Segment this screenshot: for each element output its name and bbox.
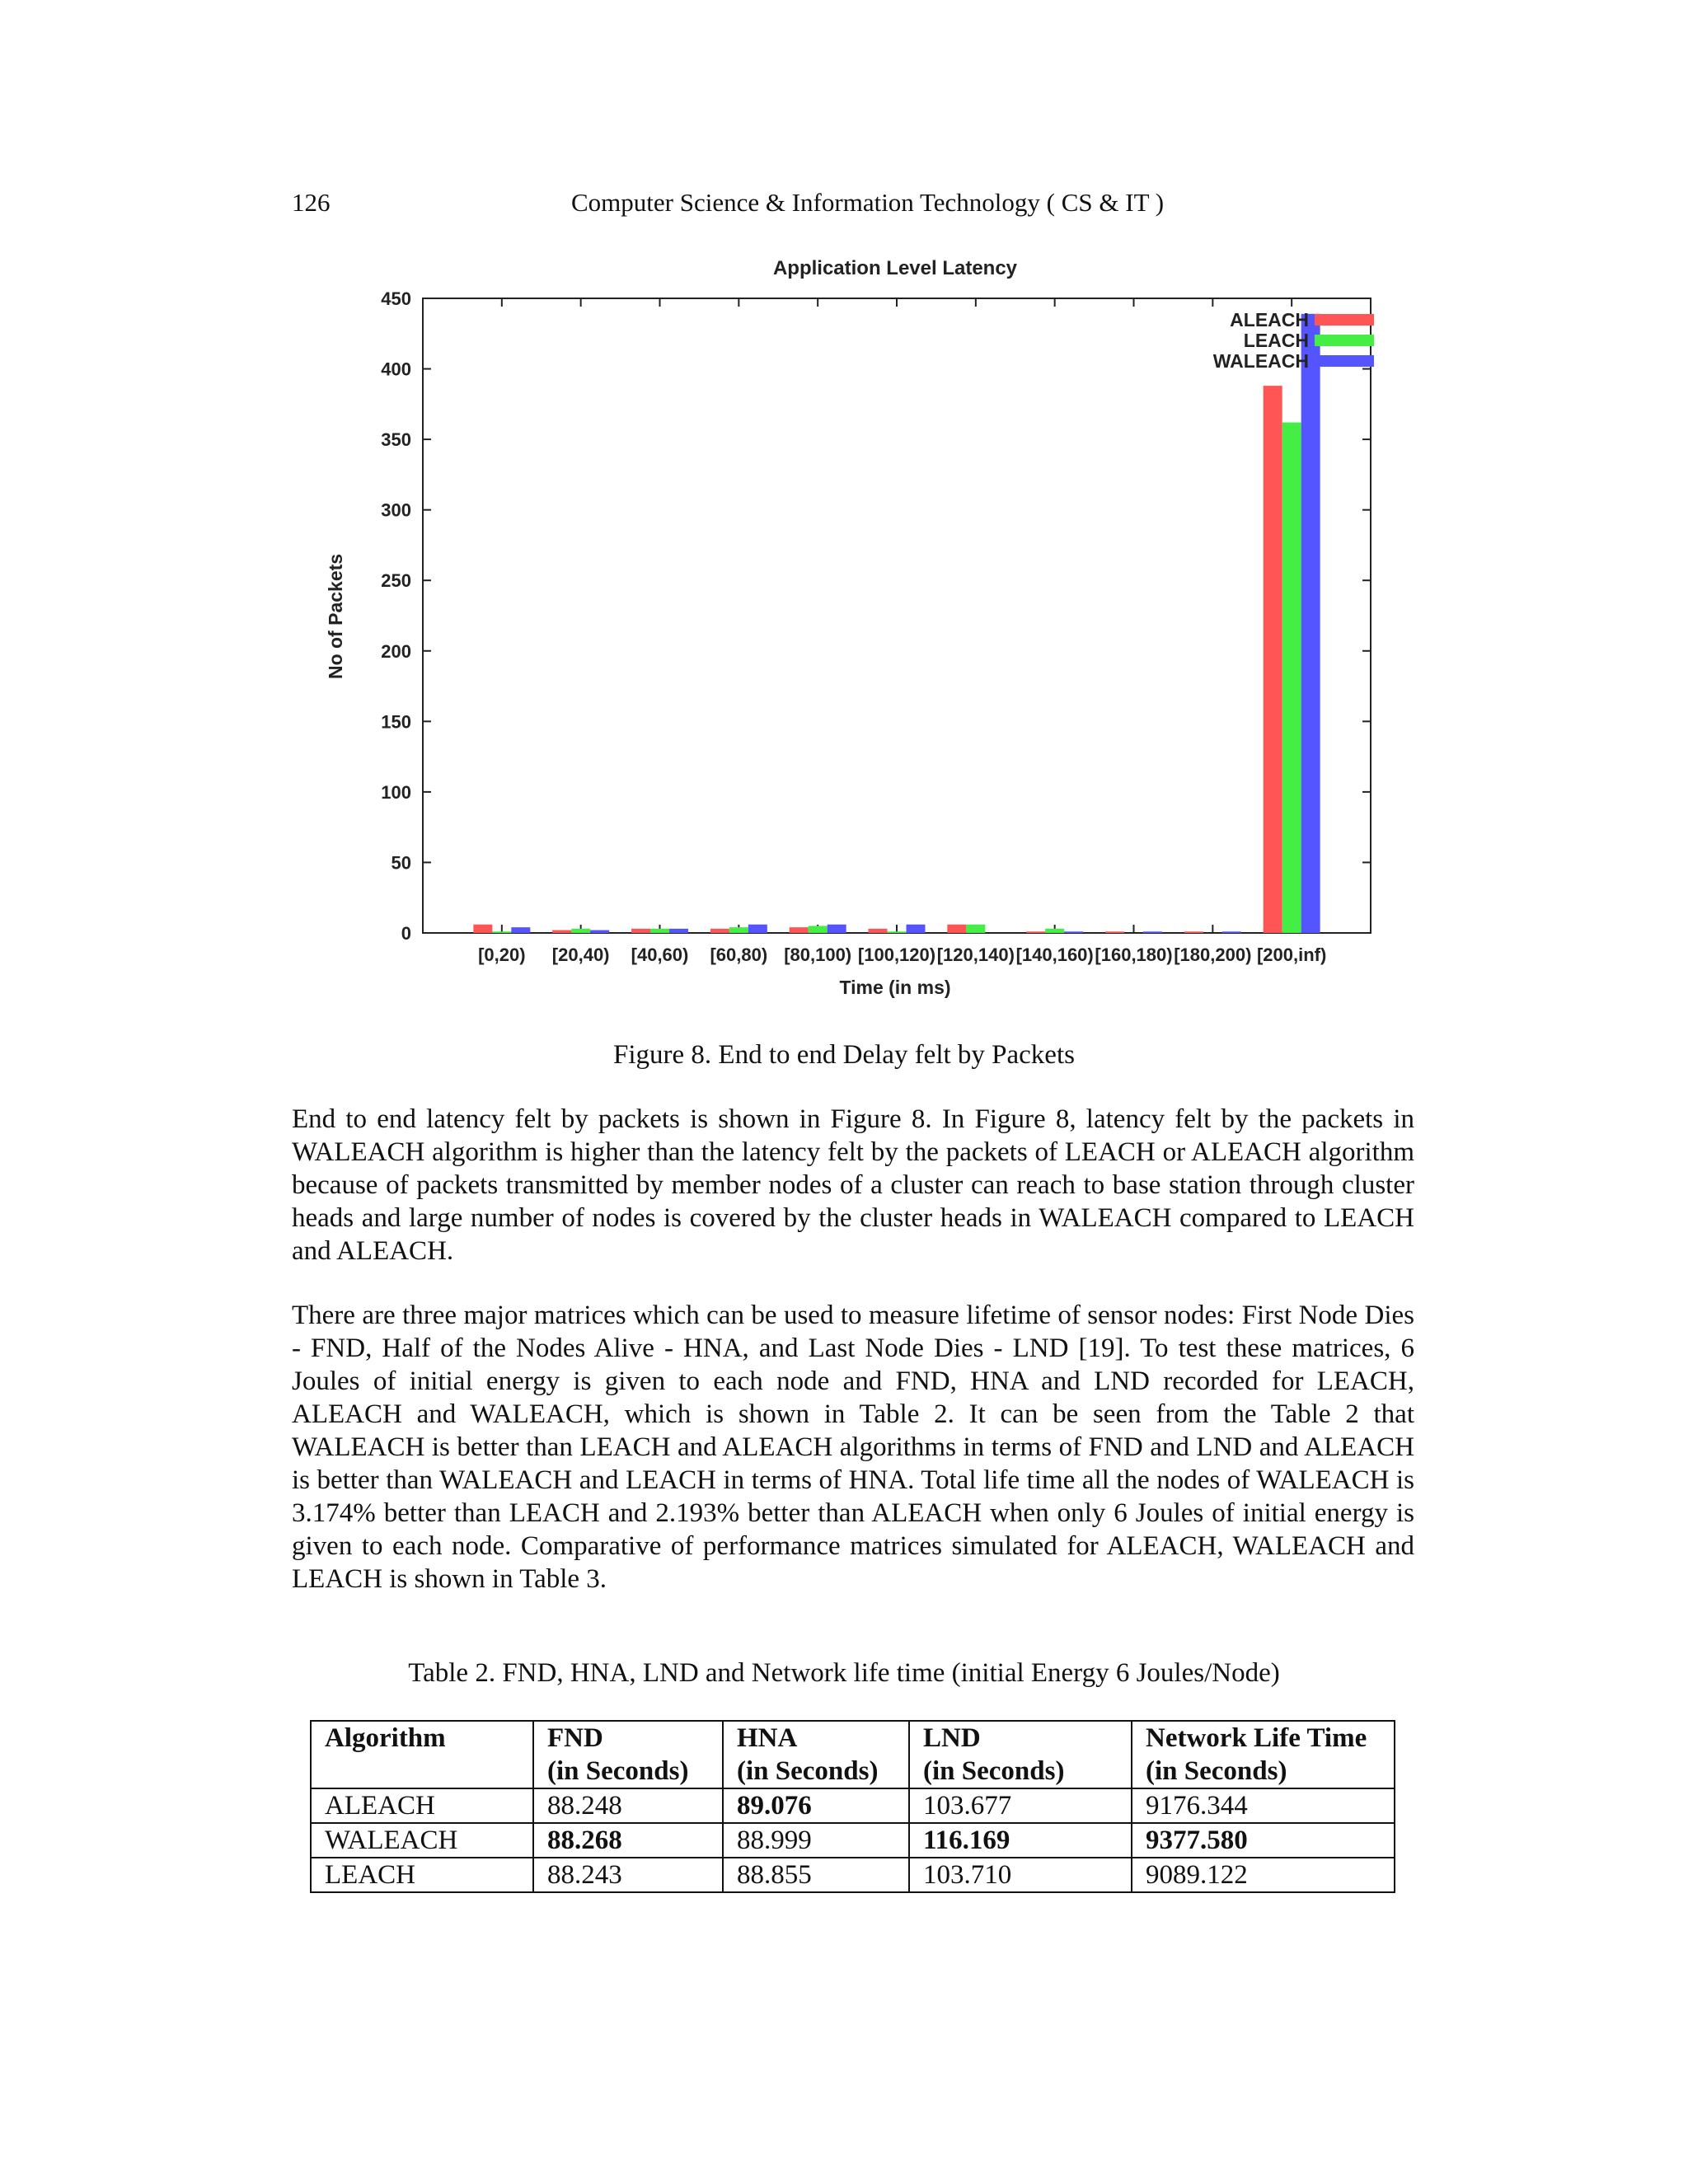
header-fnd-line1: FND bbox=[547, 1723, 603, 1753]
cell-nlt: 9377.580 bbox=[1132, 1823, 1395, 1858]
bar-waleach-2 bbox=[669, 929, 688, 933]
bar-aleach-4 bbox=[790, 927, 809, 933]
bar-aleach-1 bbox=[552, 930, 571, 933]
legend-label-leach: LEACH bbox=[1243, 330, 1309, 351]
x-tick-label: [40,60) bbox=[631, 944, 689, 965]
header-nlt-line1: Network Life Time bbox=[1146, 1723, 1367, 1753]
y-tick-label: 400 bbox=[381, 359, 411, 380]
paragraph-2: There are three major matrices which can be used to measure lifetime of sensor nodes: First Node Dies - FND, Half of the Nodes Alive - HNA, and Last Node Dies - LND [19]. To test these matrices, 6 Joules of initial energy is given to each node and FND, HNA and LND recorded for LEACH, ALEACH and WALEACH, which is shown in Table 2. It can be seen from the Table 2 that WALEACH is better than LEACH and ALEACH algorithms in terms of FND and LND and ALEACH is better than WALEACH and LEACH in terms of HNA. Total life time all the nodes of WALEACH is 3.174% better than LEACH and 2.193% better than ALEACH when only 6 Joules of initial energy is given to each node. Comparative of performance matrices simulated for ALEACH, WALEACH and LEACH is shown in Table 3. bbox=[292, 1301, 1414, 1594]
header-lnd bbox=[909, 1721, 1132, 1788]
legend-swatch-waleach bbox=[1315, 355, 1374, 367]
table-header-row bbox=[311, 1721, 1395, 1788]
bar-waleach-9 bbox=[1222, 931, 1241, 933]
y-tick-label: 50 bbox=[391, 852, 411, 874]
y-tick-label: 0 bbox=[401, 923, 411, 944]
bar-waleach-8 bbox=[1143, 931, 1162, 933]
cell-nlt: 9176.344 bbox=[1132, 1788, 1395, 1823]
paragraph-1: End to end latency felt by packets is shown in Figure 8. In Figure 8, latency felt by the packets in WALEACH algorithm is higher than the latency felt by the packets of LEACH or ALEACH algorithm because of packets transmitted by member nodes of a cluster can reach to base station through cluster heads and large number of nodes is covered by the cluster heads in WALEACH compared to LEACH and ALEACH. bbox=[292, 1104, 1414, 1266]
bar-leach-4 bbox=[809, 926, 828, 933]
cell-hna: 89.076 bbox=[723, 1788, 909, 1823]
header-nlt-line2: (in Seconds) bbox=[1146, 1756, 1287, 1786]
x-tick-label: [120,140) bbox=[936, 944, 1015, 965]
y-tick-label: 300 bbox=[381, 499, 411, 521]
bar-leach-0 bbox=[492, 931, 511, 933]
bar-aleach-3 bbox=[710, 929, 729, 933]
cell-lnd: 103.677 bbox=[909, 1788, 1132, 1823]
cell-nlt: 9089.122 bbox=[1132, 1858, 1395, 1892]
bar-waleach-4 bbox=[828, 925, 846, 933]
header-lnd-line2: (in Seconds) bbox=[923, 1756, 1065, 1786]
header-hna-line2: (in Seconds) bbox=[737, 1756, 879, 1786]
running-head: Computer Science & Information Technology ( CS & IT ) bbox=[571, 188, 1165, 217]
bar-waleach-5 bbox=[907, 925, 926, 933]
bar-waleach-3 bbox=[748, 925, 767, 933]
x-tick-label: [60,80) bbox=[710, 944, 768, 965]
header-hna bbox=[723, 1721, 909, 1788]
legend-swatch-aleach bbox=[1315, 314, 1374, 326]
y-tick-label: 200 bbox=[381, 640, 411, 662]
y-axis-label: No of Packets bbox=[325, 553, 346, 680]
x-axis-label: Time (in ms) bbox=[839, 977, 951, 998]
page-number: 126 bbox=[292, 188, 331, 217]
table-row bbox=[311, 1858, 1395, 1892]
x-tick-label: [160,180) bbox=[1095, 944, 1173, 965]
cell-hna: 88.999 bbox=[723, 1823, 909, 1858]
bar-aleach-5 bbox=[869, 929, 888, 933]
y-tick-label: 100 bbox=[381, 781, 411, 803]
cell-fnd: 88.248 bbox=[533, 1788, 723, 1823]
cell-algorithm: LEACH bbox=[311, 1858, 533, 1892]
y-tick-label: 350 bbox=[381, 429, 411, 451]
header-fnd-line2: (in Seconds) bbox=[547, 1756, 689, 1786]
x-tick-label: [0,20) bbox=[478, 944, 526, 965]
lifetime-table bbox=[310, 1720, 1395, 1893]
bar-leach-7 bbox=[1045, 929, 1064, 933]
cell-fnd: 88.268 bbox=[533, 1823, 723, 1858]
plot-area bbox=[381, 288, 1374, 965]
bar-leach-5 bbox=[888, 931, 907, 933]
latency-bar-chart bbox=[305, 247, 1376, 1005]
bar-leach-10 bbox=[1282, 423, 1301, 933]
y-tick-label: 150 bbox=[381, 711, 411, 733]
legend-label-aleach: ALEACH bbox=[1230, 309, 1309, 330]
plot-frame bbox=[423, 298, 1371, 933]
bar-aleach-10 bbox=[1264, 386, 1282, 933]
legend-label-waleach: WALEACH bbox=[1212, 350, 1309, 372]
x-tick-label: [20,40) bbox=[551, 944, 610, 965]
header-fnd bbox=[533, 1721, 723, 1788]
bar-aleach-6 bbox=[947, 925, 966, 933]
bar-waleach-1 bbox=[590, 930, 609, 933]
bar-aleach-2 bbox=[631, 929, 650, 933]
y-tick-label: 250 bbox=[381, 570, 411, 592]
bar-leach-1 bbox=[571, 929, 590, 933]
header-hna-line1: HNA bbox=[737, 1723, 798, 1753]
x-tick-label: [200,inf) bbox=[1256, 944, 1327, 965]
cell-lnd: 116.169 bbox=[909, 1823, 1132, 1858]
table-row bbox=[311, 1788, 1395, 1823]
table-caption: Table 2. FND, HNA, LND and Network life time (initial Energy 6 Joules/Node) bbox=[408, 1658, 1280, 1688]
header-algorithm-line1: Algorithm bbox=[325, 1723, 446, 1753]
bar-waleach-7 bbox=[1064, 931, 1083, 933]
x-tick-label: [180,200) bbox=[1174, 944, 1252, 965]
figure-caption: Figure 8. End to end Delay felt by Packets bbox=[613, 1040, 1075, 1070]
bar-leach-3 bbox=[729, 927, 748, 933]
bar-aleach-0 bbox=[473, 925, 492, 933]
header-algorithm bbox=[311, 1721, 533, 1788]
bar-aleach-7 bbox=[1026, 931, 1045, 933]
chart-title: Application Level Latency bbox=[772, 257, 1018, 279]
x-tick-label: [80,100) bbox=[784, 944, 852, 965]
cell-algorithm: ALEACH bbox=[311, 1788, 533, 1823]
bar-aleach-9 bbox=[1184, 931, 1203, 933]
bar-waleach-0 bbox=[511, 927, 530, 933]
x-tick-label: [100,120) bbox=[857, 944, 936, 965]
bar-leach-6 bbox=[966, 925, 985, 933]
cell-lnd: 103.710 bbox=[909, 1858, 1132, 1892]
bar-aleach-8 bbox=[1105, 931, 1124, 933]
y-tick-label: 450 bbox=[381, 288, 411, 309]
table-row bbox=[311, 1823, 1395, 1858]
legend-swatch-leach bbox=[1315, 335, 1374, 346]
header-network-life-time bbox=[1132, 1721, 1395, 1788]
bar-leach-2 bbox=[650, 929, 669, 933]
x-tick-label: [140,160) bbox=[1015, 944, 1094, 965]
header-lnd-line1: LND bbox=[923, 1723, 981, 1753]
cell-algorithm: WALEACH bbox=[311, 1823, 533, 1858]
bar-waleach-10 bbox=[1301, 314, 1320, 933]
cell-hna: 88.855 bbox=[723, 1858, 909, 1892]
cell-fnd: 88.243 bbox=[533, 1858, 723, 1892]
